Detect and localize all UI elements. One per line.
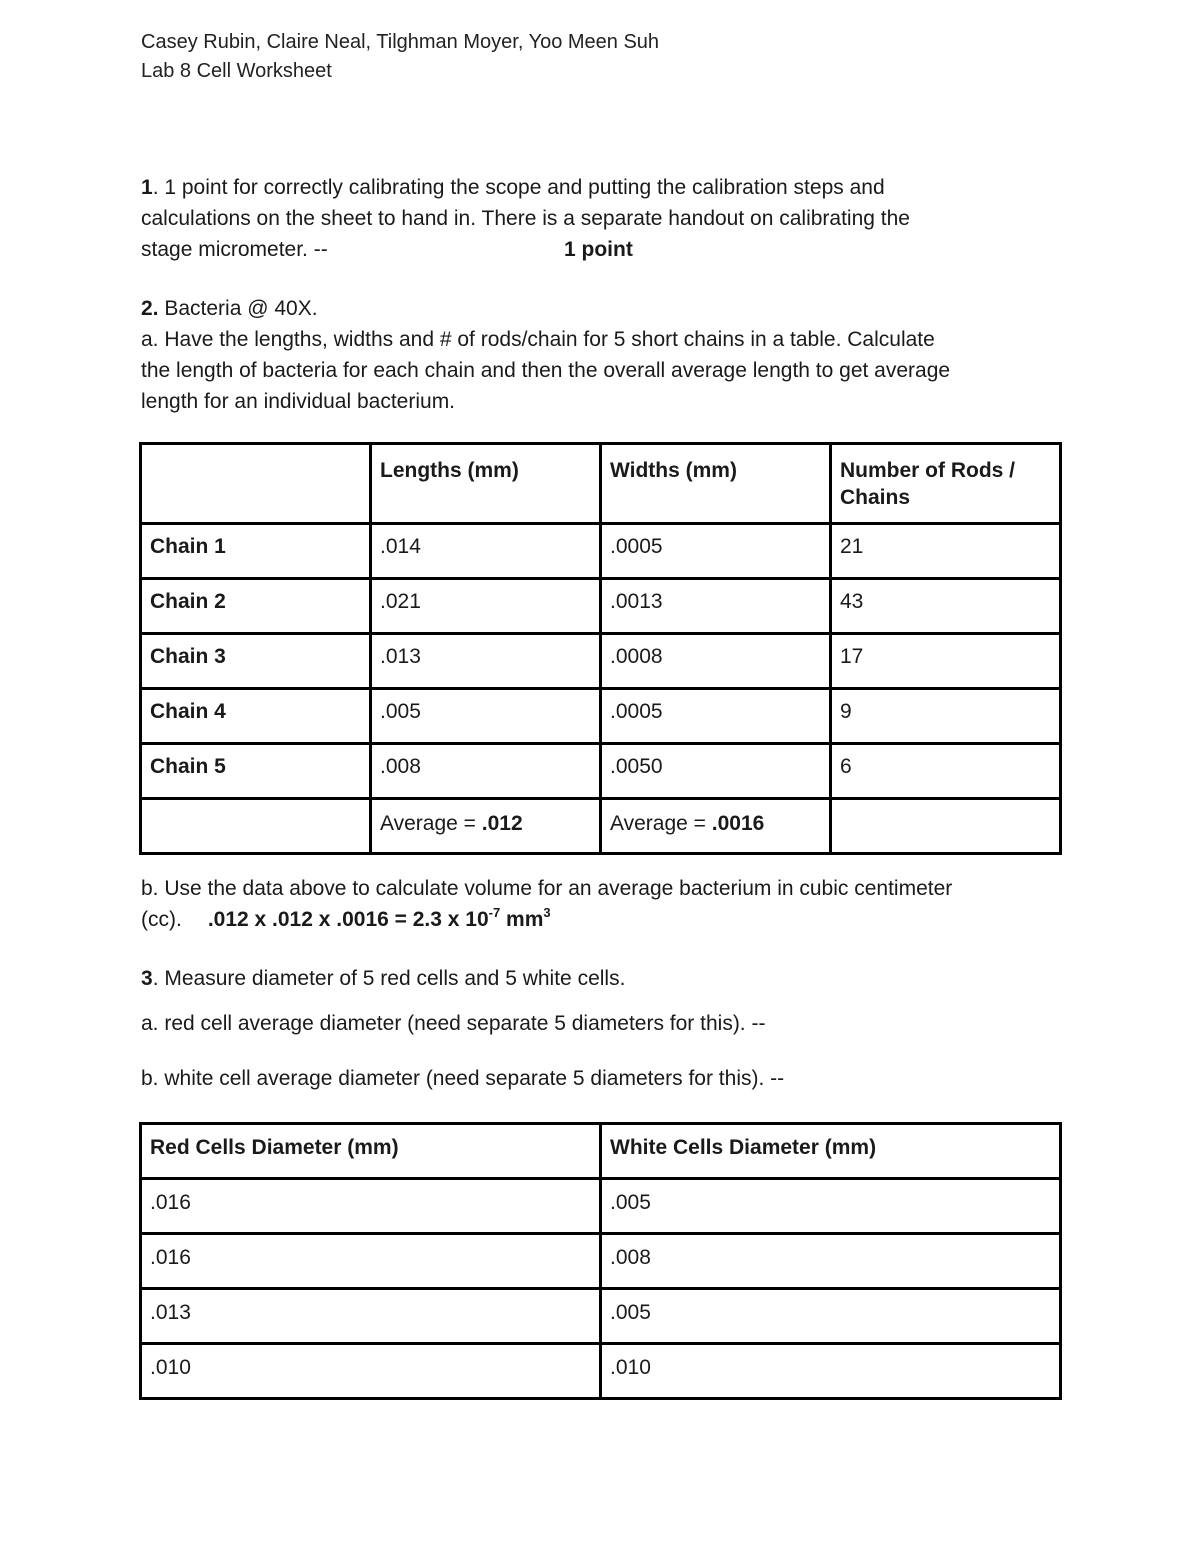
white-cell-value: .005 — [601, 1179, 1061, 1234]
width-cell: .0005 — [601, 689, 831, 744]
red-cell-value: .013 — [141, 1289, 601, 1344]
bacteria-table — [139, 442, 1062, 855]
q1-number: 1 — [141, 176, 153, 199]
document-title: Lab 8 Cell Worksheet — [141, 60, 332, 82]
table-row — [141, 524, 1061, 579]
q2a-line-3: length for an individual bacterium. — [141, 390, 456, 413]
cells-diameter-table — [139, 1122, 1062, 1400]
q1-line-1: 1. 1 point for correctly calibrating the scope and putting the calibration steps and — [141, 176, 885, 199]
length-cell: .005 — [371, 689, 601, 744]
red-cell-value: .016 — [141, 1234, 601, 1289]
volume-formula: .012 x .012 x .0016 = 2.3 x $10^{-7}$ $mm^3$ — [207, 905, 551, 931]
q1-points: 1 point — [564, 238, 633, 261]
white-cell-value: .008 — [601, 1234, 1061, 1289]
header-lengths: Lengths (mm) — [371, 444, 601, 524]
white-cell-value: .010 — [601, 1344, 1061, 1399]
white-cell-value: .005 — [601, 1289, 1061, 1344]
average-empty-cell — [141, 799, 371, 854]
q2a-line-2: the length of bacteria for each chain and then the overall average length to get average — [141, 359, 951, 382]
width-cell: .0013 — [601, 579, 831, 634]
table-row — [141, 1234, 1061, 1289]
q2b-line-1: b. Use the data above to calculate volume for an average bacterium in cubic centimeter — [141, 877, 953, 900]
length-cell: .014 — [371, 524, 601, 579]
table-row — [141, 1179, 1061, 1234]
row-label: Chain 3 — [141, 634, 371, 689]
q2-title: 2. Bacteria @ 40X. — [141, 297, 318, 320]
rods-cell: 17 — [831, 634, 1061, 689]
width-cell: .0005 — [601, 524, 831, 579]
table-row — [141, 1289, 1061, 1344]
authors: Casey Rubin, Claire Neal, Tilghman Moyer, Yoo Meen Suh — [141, 31, 660, 53]
table-row — [141, 579, 1061, 634]
q3-title: 3. Measure diameter of 5 red cells and 5 white cells. — [141, 967, 626, 990]
header-red-cells: Red Cells Diameter (mm) — [141, 1124, 601, 1179]
table-row — [141, 1344, 1061, 1399]
table-row — [141, 689, 1061, 744]
header-white-cells: White Cells Diameter (mm) — [601, 1124, 1061, 1179]
average-width-value: .0016 — [711, 812, 765, 835]
table-row — [141, 744, 1061, 799]
rods-cell: 21 — [831, 524, 1061, 579]
average-length-cell: Average = .012 — [371, 799, 601, 854]
cells-table-header — [141, 1124, 1061, 1179]
rods-cell: 9 — [831, 689, 1061, 744]
q1-line-3: stage micrometer. -- — [141, 238, 328, 261]
row-label: Chain 1 — [141, 524, 371, 579]
width-cell: .0008 — [601, 634, 831, 689]
header-rods: Number of Rods / Chains — [831, 444, 1061, 524]
red-cell-value: .010 — [141, 1344, 601, 1399]
width-cell: .0050 — [601, 744, 831, 799]
row-label: Chain 5 — [141, 744, 371, 799]
average-rods-empty-cell — [831, 799, 1061, 854]
average-row — [141, 799, 1061, 854]
q2a-line-1: a. Have the lengths, widths and # of rods/chain for 5 short chains in a table. Calculate — [141, 328, 935, 351]
q3b-line: b. white cell average diameter (need separate 5 diameters for this). -- — [141, 1067, 785, 1090]
rods-cell: 6 — [831, 744, 1061, 799]
average-length-value: .012 — [481, 812, 523, 835]
table-row — [141, 634, 1061, 689]
header-cell-empty — [141, 444, 371, 524]
row-label: Chain 4 — [141, 689, 371, 744]
header-widths: Widths (mm) — [601, 444, 831, 524]
q1-line-2: calculations on the sheet to hand in. There is a separate handout on calibrating the — [141, 207, 910, 230]
bacteria-table-header — [141, 444, 1061, 524]
q2b-line-2: (cc). .012 x .012 x .0016 = 2.3 x $10^{-7}$ $mm^3$ — [141, 905, 551, 931]
red-cell-value: .016 — [141, 1179, 601, 1234]
length-cell: .013 — [371, 634, 601, 689]
rods-cell: 43 — [831, 579, 1061, 634]
length-cell: .021 — [371, 579, 601, 634]
q3a-line: a. red cell average diameter (need separate 5 diameters for this). -- — [141, 1012, 766, 1035]
length-cell: .008 — [371, 744, 601, 799]
average-width-cell: Average = .0016 — [601, 799, 831, 854]
row-label: Chain 2 — [141, 579, 371, 634]
